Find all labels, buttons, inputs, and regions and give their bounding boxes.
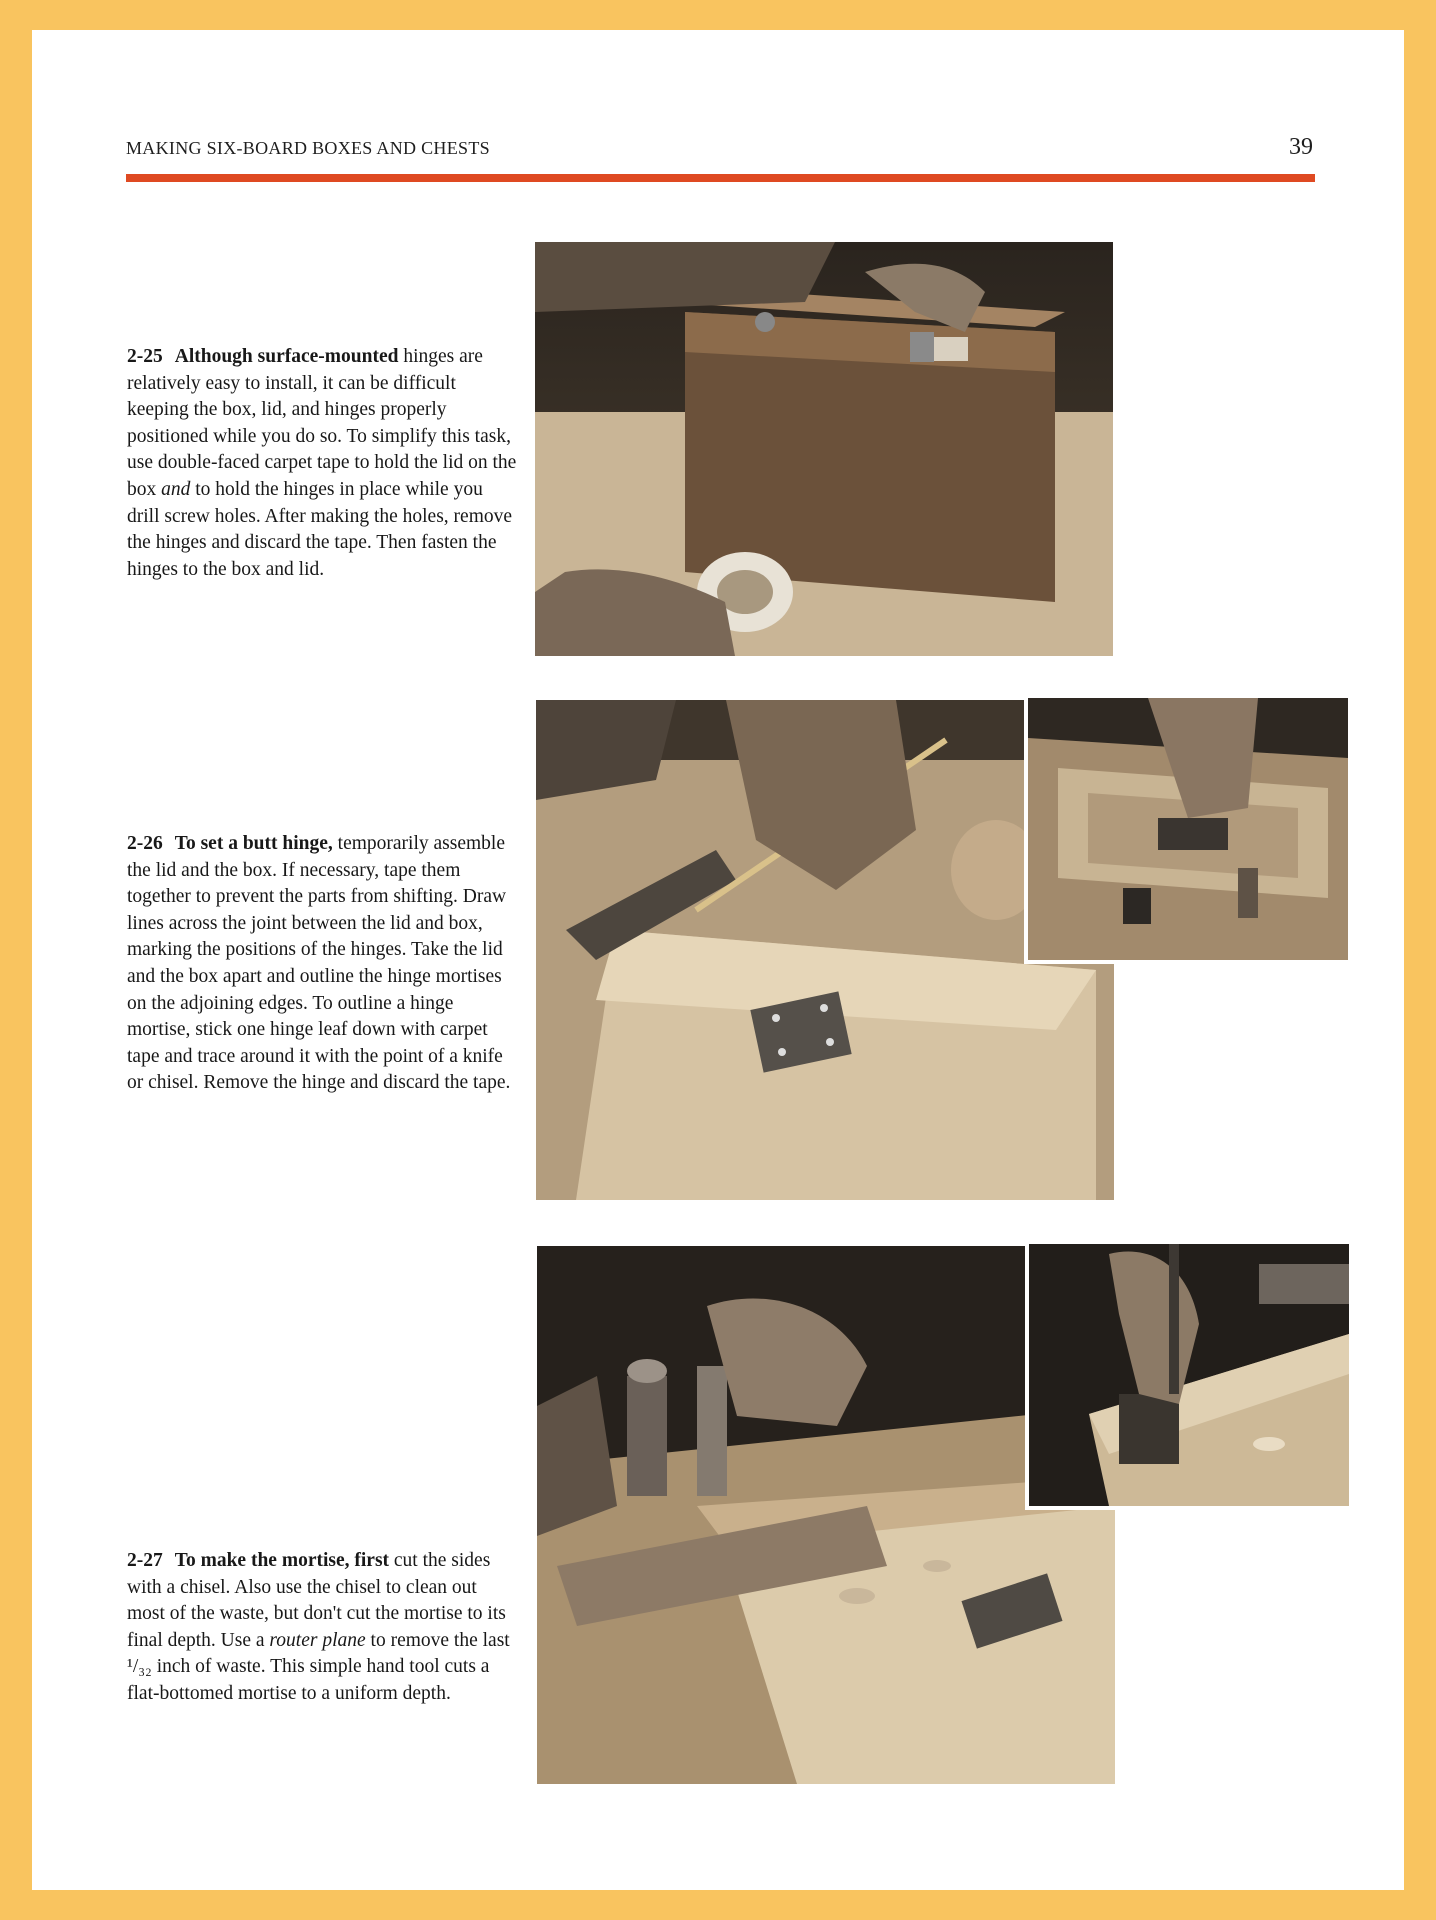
header-rule xyxy=(126,174,1315,182)
caption-text: cut the sides with a chisel. Also use the chisel to clean out most of the waste, but don't cut the mortise to its final depth. Use a xyxy=(127,1550,506,1651)
caption-2-26 xyxy=(127,831,517,1097)
caption-lead: To make the mortise, first xyxy=(174,1550,390,1571)
caption-text: to hold the hinges in place while you drill screw holes. After making the holes, remove the hinges and discard the tape. Then fasten the hinges to the box and lid. xyxy=(127,478,513,580)
running-head: MAKING SIX-BOARD BOXES AND CHESTS xyxy=(126,138,490,158)
caption-number: 2-26 xyxy=(127,833,163,854)
caption-number: 2-25 xyxy=(127,346,163,367)
photo-2-27-inset-chisel xyxy=(1025,1244,1349,1510)
caption-text: hinges are relatively easy to install, it can be difficult keeping the box, lid, and hinges properly positioned while you do so. To simplify this task, use double-faced carpet tape to hold the lid on the box xyxy=(127,346,517,500)
caption-2-25 xyxy=(127,344,517,583)
caption-emphasis: router plane xyxy=(269,1629,366,1651)
caption-text: temporarily assemble the lid and the box. If necessary, tape them together to prevent the parts from shifting. Draw lines across the joint between the lid and box, marking the positions of the hinges. Take the lid and the box apart and outline the hinge mortises on the adjoining edges. To outline a hinge mortise, stick one hinge leaf down with carpet tape and trace around it with the point of a knife or chisel. Remove the hinge and discard the tape. xyxy=(127,833,511,1094)
page-number: 39 xyxy=(1289,134,1313,160)
photo-2-26-inset-box-joint xyxy=(1024,698,1348,964)
caption-emphasis: and xyxy=(161,478,191,500)
caption-2-27 xyxy=(127,1548,517,1708)
caption-text: to remove the last ¹/₃₂ inch of waste. This simple hand tool cuts a flat-bottomed mortise to a uniform depth. xyxy=(127,1629,510,1704)
caption-lead: To set a butt hinge, xyxy=(174,833,333,854)
photo-2-25-taping-hinges xyxy=(535,242,1113,656)
caption-lead: Although surface-mounted xyxy=(174,346,399,367)
caption-number: 2-27 xyxy=(127,1550,163,1571)
book-page xyxy=(32,30,1404,1890)
